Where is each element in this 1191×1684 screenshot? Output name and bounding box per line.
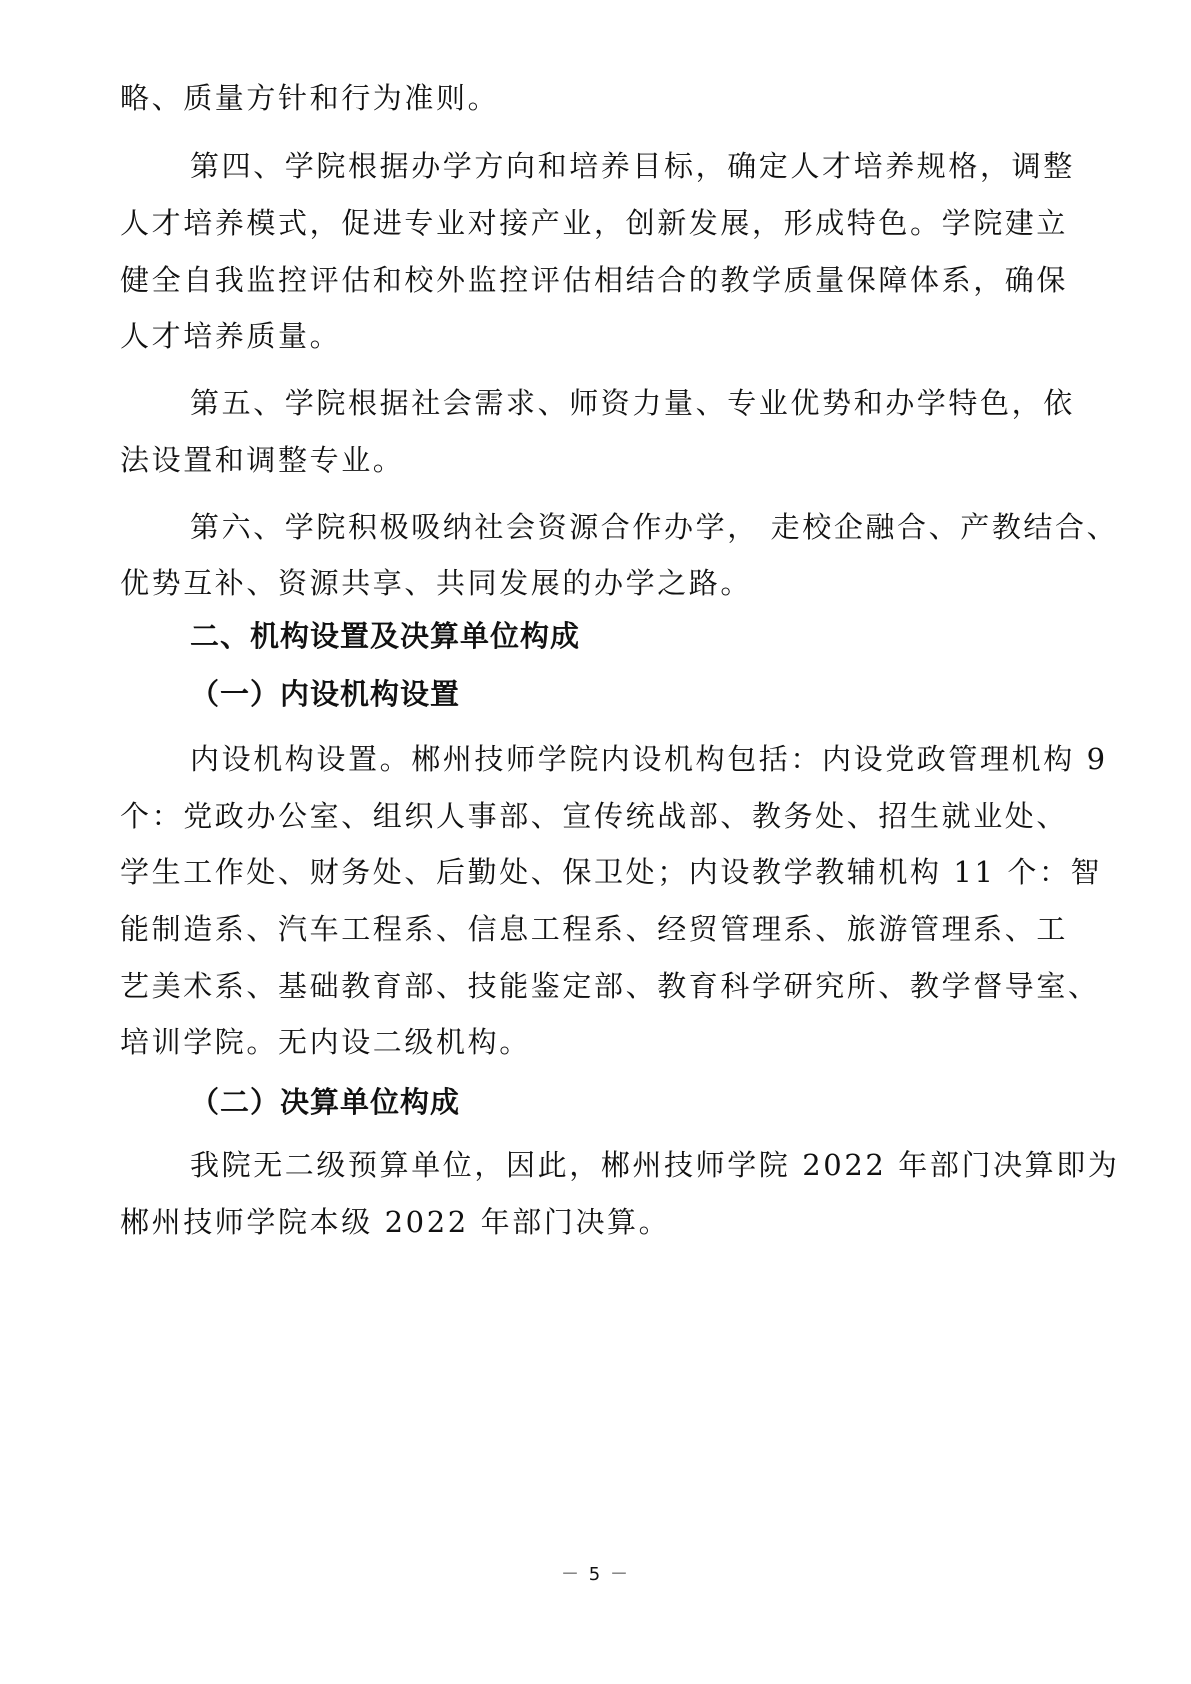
paragraph-line: 能制造系、汽车工程系、信息工程系、经贸管理系、旅游管理系、工 [120, 912, 1069, 946]
paragraph-line: 艺美术系、基础教育部、技能鉴定部、教育科学研究所、教学督导室、 [120, 969, 1100, 1003]
paragraph-line: 第四、学院根据办学方向和培养目标，确定人才培养规格，调整 [190, 149, 1075, 183]
paragraph-line: 略、质量方针和行为准则。 [120, 81, 500, 115]
section-heading: 二、机构设置及决算单位构成 [190, 619, 581, 653]
paragraph-line: 优势互补、资源共享、共同发展的办学之路。 [120, 566, 753, 600]
paragraph-line: 第五、学院根据社会需求、师资力量、专业优势和办学特色，依 [190, 386, 1075, 420]
subsection-heading: （二）决算单位构成 [190, 1085, 461, 1119]
paragraph-line: 健全自我监控评估和校外监控评估相结合的教学质量保障体系，确保 [120, 263, 1069, 297]
paragraph-line: 内设机构设置。郴州技师学院内设机构包括：内设党政管理机构 9 [190, 742, 1108, 776]
paragraph-line: 第六、学院积极吸纳社会资源合作办学， 走校企融合、产教结合、 [190, 510, 1119, 544]
paragraph-line: 培训学院。无内设二级机构。 [120, 1025, 531, 1059]
paragraph-line: 法设置和调整专业。 [120, 443, 405, 477]
paragraph-line: 个：党政办公室、组织人事部、宣传统战部、教务处、招生就业处、 [120, 799, 1069, 833]
paragraph-line: 我院无二级预算单位，因此，郴州技师学院 2022 年部门决算即为 [190, 1148, 1120, 1182]
paragraph-line: 郴州技师学院本级 2022 年部门决算。 [120, 1205, 671, 1239]
paragraph-line: 人才培养质量。 [120, 319, 342, 353]
paragraph-line: 学生工作处、财务处、后勤处、保卫处；内设教学教辅机构 11 个：智 [120, 855, 1103, 889]
subsection-heading: （一）内设机构设置 [190, 677, 461, 711]
paragraph-line: 人才培养模式，促进专业对接产业，创新发展，形成特色。学院建立 [120, 206, 1069, 240]
page-number: － 5 － [561, 1564, 630, 1585]
